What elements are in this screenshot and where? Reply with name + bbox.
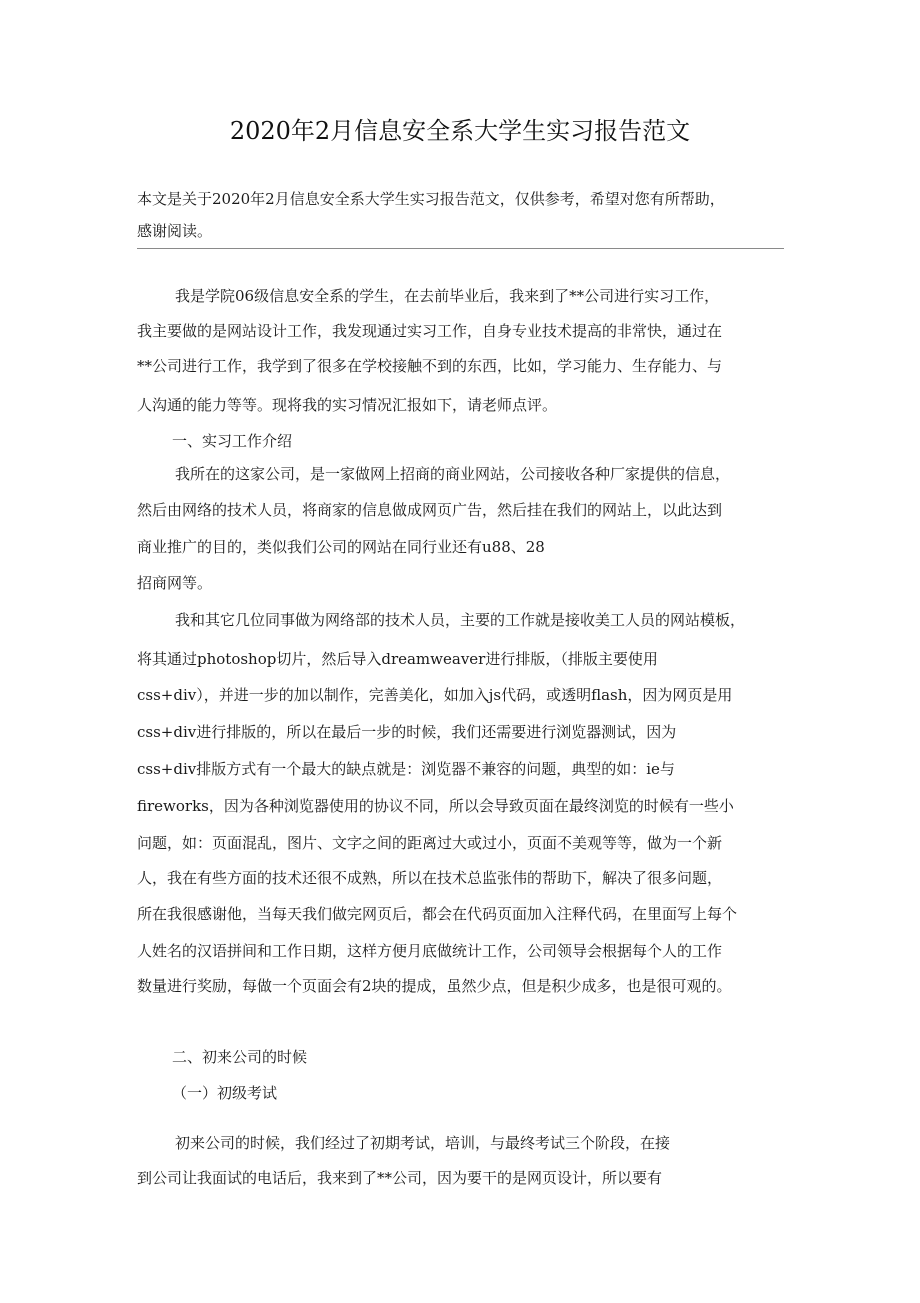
- paragraph-3-line: css+div进行排版的，所以在最后一步的时候，我们还需要进行浏览器测试，因为: [137, 723, 677, 741]
- paragraph-4-line: 到公司让我面试的电话后，我来到了**公司，因为要干的是网页设计，所以要有: [137, 1169, 663, 1187]
- intro-line: 感谢阅读。: [137, 222, 213, 240]
- intro-divider: [137, 248, 784, 249]
- section-1-heading: 一、实习工作介绍: [172, 432, 293, 450]
- paragraph-3-line: 人姓名的汉语拼间和工作日期，这样方便月底做统计工作，公司领导会根据每个人的工作: [137, 942, 723, 960]
- paragraph-1-line: 我主要做的是网站设计工作，我发现通过实习工作，自身专业技术提高的非常快，通过在: [137, 322, 723, 340]
- document-title: 2020年2月信息安全系大学生实习报告范文: [229, 117, 691, 145]
- paragraph-1-line: **公司进行工作，我学到了很多在学校接触不到的东西，比如，学习能力、生存能力、与: [137, 357, 723, 375]
- paragraph-1-line: 我是学院06级信息安全系的学生，在去前毕业后，我来到了**公司进行实习工作，: [175, 287, 720, 305]
- paragraph-2-line: 招商网等。: [137, 574, 213, 592]
- section-2-heading: 二、初来公司的时候: [172, 1048, 308, 1066]
- paragraph-3-line: 人，我在有些方面的技术还很不成熟，所以在技术总监张伟的帮助下，解决了很多问题，: [137, 869, 723, 887]
- paragraph-4-line: 初来公司的时候，我们经过了初期考试，培训，与最终考试三个阶段，在接: [175, 1134, 671, 1152]
- paragraph-3-line: 数量进行奖励，每做一个页面会有2块的提成，虽然少点，但是积少成多，也是很可观的。: [137, 977, 732, 995]
- paragraph-3-line: 问题，如：页面混乱，图片、文字之间的距离过大或过小，页面不美观等等，做为一个新: [137, 834, 723, 852]
- subsection-1-heading: （一）初级考试: [172, 1084, 278, 1102]
- paragraph-2-line: 商业推广的目的，类似我们公司的网站在同行业还有u88、28: [137, 538, 545, 556]
- paragraph-2-line: 然后由网络的技术人员，将商家的信息做成网页广告，然后挂在我们的网站上，以此达到: [137, 501, 723, 519]
- intro-line: 本文是关于2020年2月信息安全系大学生实习报告范文，仅供参考，希望对您有所帮助，: [137, 190, 725, 208]
- paragraph-3-line: 将其通过photoshop切片，然后导入dreamweaver进行排版，（排版主要使用: [137, 650, 658, 668]
- paragraph-3-line: 我和其它几位同事做为网络部的技术人员，主要的工作就是接收美工人员的网站模板，: [175, 611, 746, 629]
- intro-summary: [137, 183, 787, 247]
- paragraph-3-line: fireworks，因为各种浏览器使用的协议不同，所以会导致页面在最终浏览的时候有一些小: [137, 797, 734, 815]
- paragraph-3-line: 所在我很感谢他，当每天我们做完网页后，都会在代码页面加入注释代码，在里面写上每个: [137, 905, 738, 923]
- paragraph-3-line: css+div排版方式有一个最大的缺点就是：浏览器不兼容的问题，典型的如：ie与: [137, 760, 675, 778]
- paragraph-2-line: 我所在的这家公司，是一家做网上招商的商业网站，公司接收各种厂家提供的信息，: [175, 465, 731, 483]
- paragraph-1-line: 人沟通的能力等等。现将我的实习情况汇报如下，请老师点评。: [137, 396, 558, 414]
- paragraph-3-line: css+div），并进一步的加以制作，完善美化，如加入js代码，或透明flash，因为网页是用: [137, 686, 733, 704]
